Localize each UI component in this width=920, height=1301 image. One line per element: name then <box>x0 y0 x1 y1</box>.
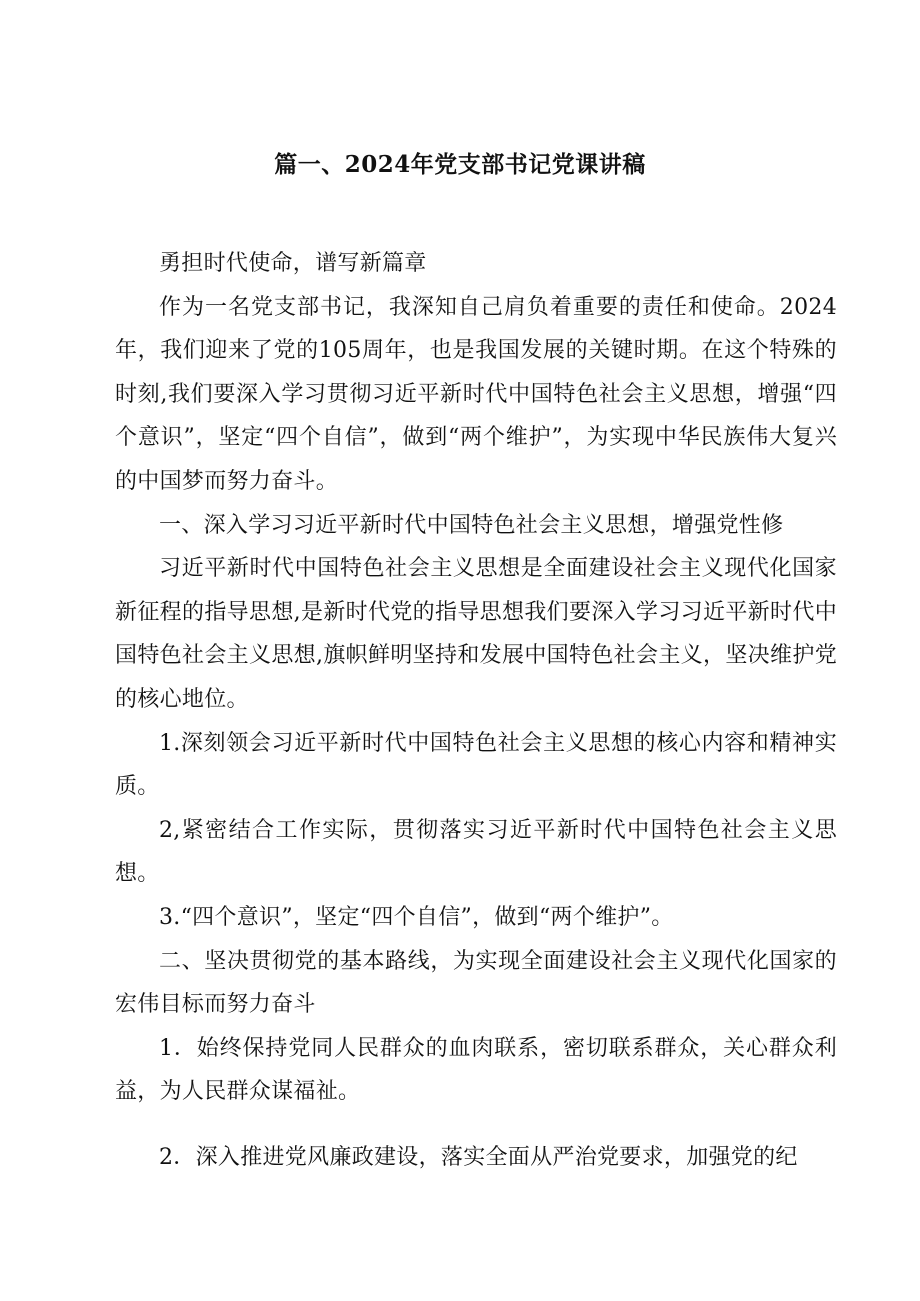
section-heading-2: 二、坚决贯彻党的基本路线，为实现全面建设社会主义现代化国家的宏伟目标而努力奋斗 <box>115 948 837 1018</box>
list-item-1-1: 1.深刻领会习近平新时代中国特色社会主义思想的核心内容和精神实质。 <box>115 730 837 800</box>
list-item-2-2: 2．深入推进党风廉政建设，落实全面从严治党要求，加强党的纪 <box>159 1144 798 1170</box>
list-item-1-2: 2,紧密结合工作实际，贯彻落实习近平新时代中国特色社会主义思想。 <box>115 817 837 887</box>
document-body <box>115 242 837 1179</box>
section-heading-1: 一、深入学习习近平新时代中国特色社会主义思想，增强党性修 <box>159 512 784 538</box>
document-title: 篇一、2024年党支部书记党课讲稿 <box>274 151 646 178</box>
paragraph-section-1: 习近平新时代中国特色社会主义思想是全面建设社会主义现代化国家新征程的指导思想,是新时代党的指导思想我们要深入学习习近平新时代中国特色社会主义思想,旗帜鲜明坚持和发展中国特色社会主义，坚决维护党的核心地位。 <box>115 556 837 712</box>
paragraph-subtitle: 勇担时代使命，谱写新篇章 <box>159 251 427 276</box>
list-item-1-3: 3.“四个意识”，坚定“四个自信”，做到“两个维护”。 <box>159 904 674 930</box>
paragraph-intro: 作为一名党支部书记，我深知自己肩负着重要的责任和使命。2024年，我们迎来了党的105周年，也是我国发展的关键时期。在这个特殊的时刻,我们要深入学习贯彻习近平新时代中国特色社会主义思想，增强“四个意识”，坚定“四个自信”，做到“两个维护”，为实现中华民族伟大复兴的中国梦而努力奋斗。 <box>115 294 837 494</box>
list-item-2-1: 1．始终保持党同人民群众的血肉联系，密切联系群众，关心群众利益，为人民群众谋福祉。 <box>115 1035 837 1105</box>
